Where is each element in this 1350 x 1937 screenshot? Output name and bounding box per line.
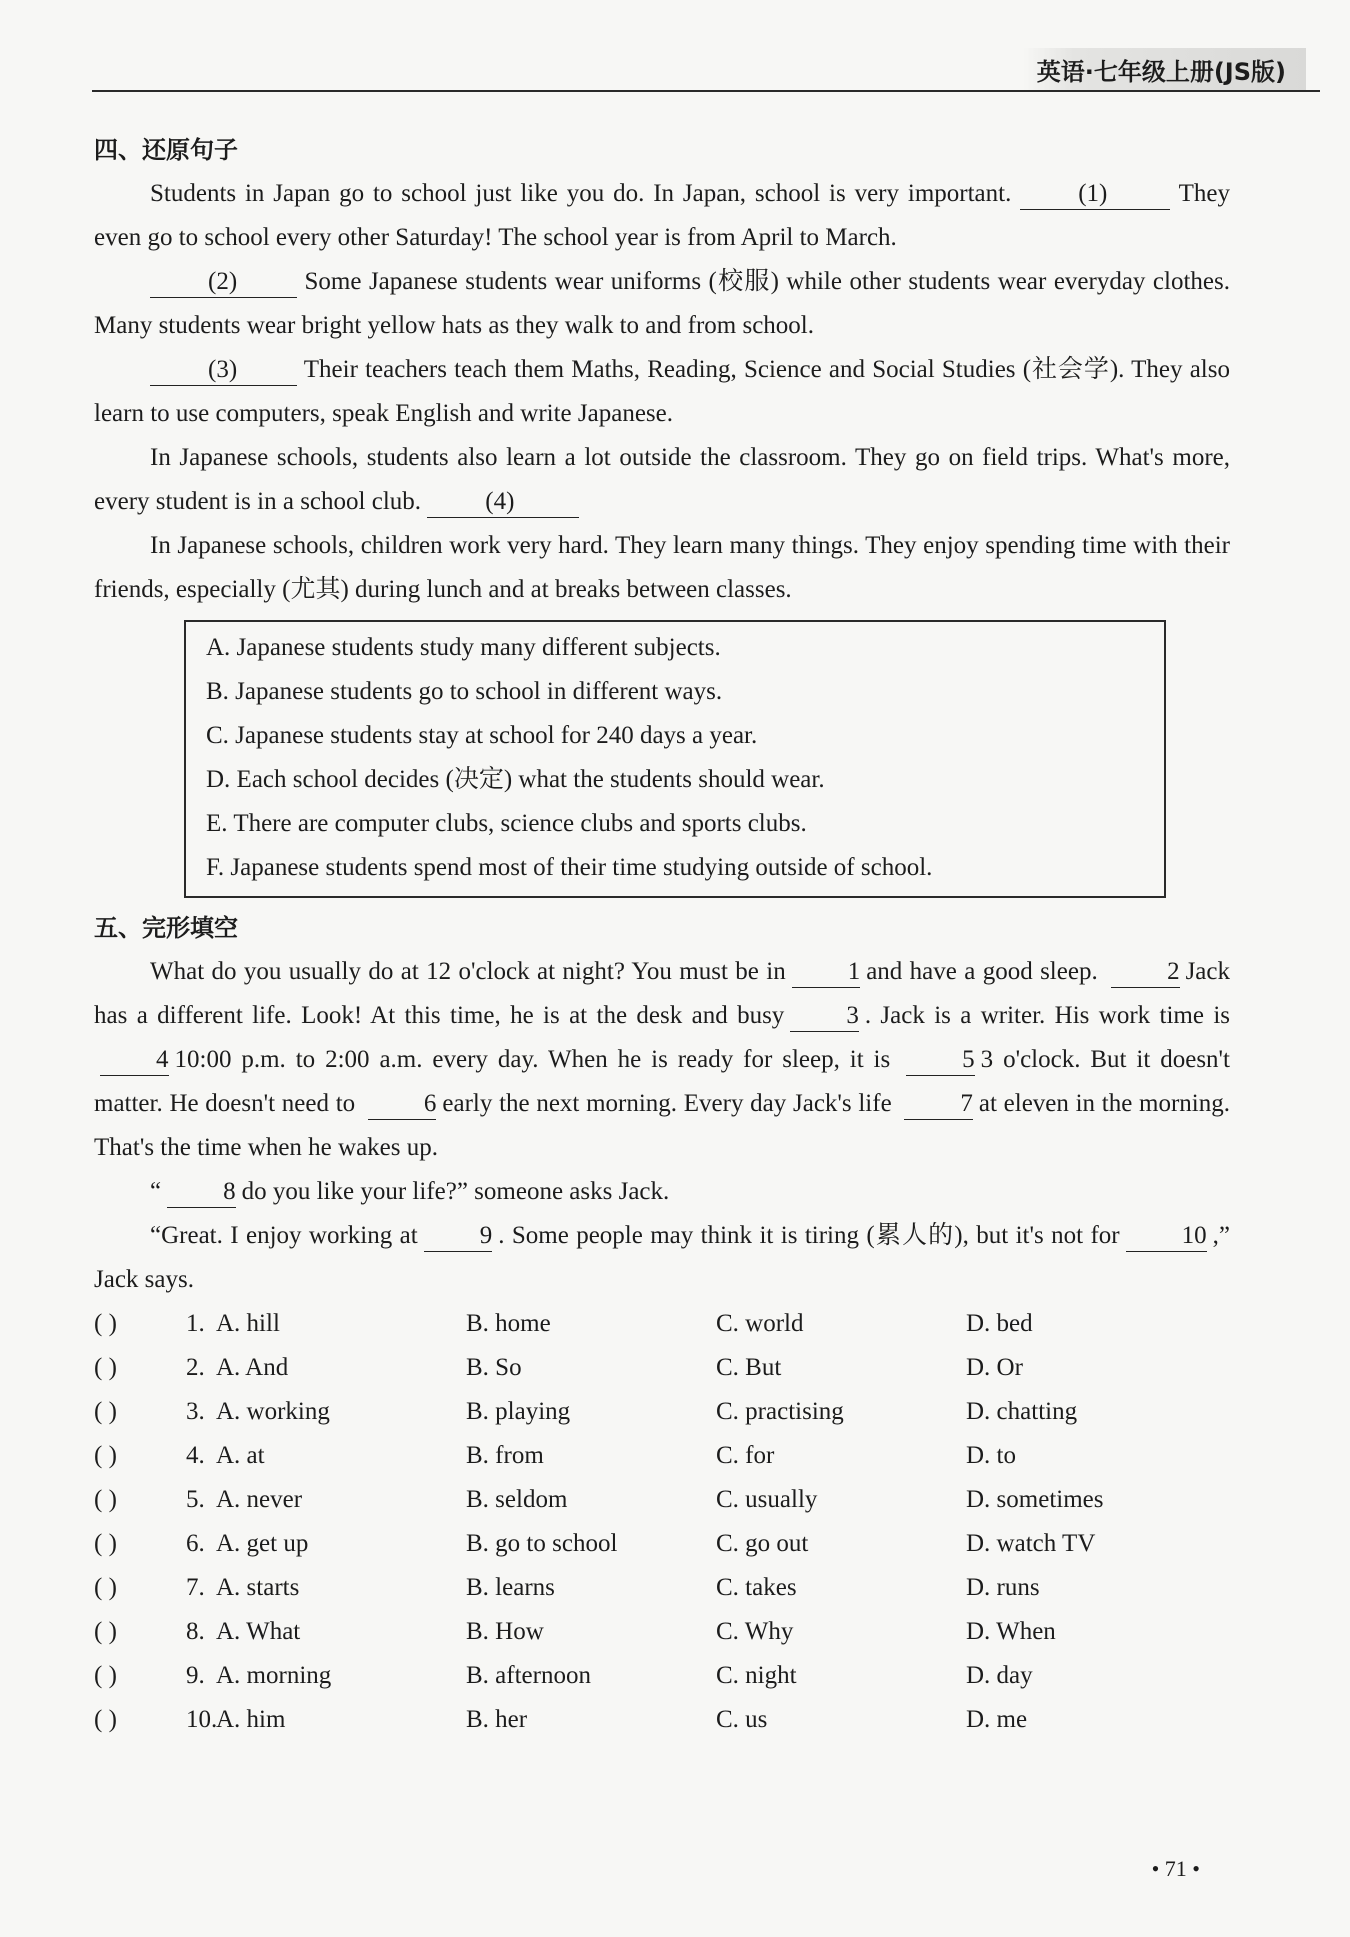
choice-c: C. go out (716, 1530, 809, 1557)
question-row: ( ) 8. A. What B. How C. Why D. When (94, 1610, 1230, 1654)
blank-2[interactable]: (2) (150, 267, 297, 298)
s4-paragraph-2: (2) Some Japanese students wear uniforms (校服) while other students wear everyday clothes. Many students wear bright yellow hats as they walk to and from school. (94, 268, 1230, 339)
options-box (184, 620, 1166, 898)
choice-a: A. What (216, 1618, 301, 1645)
cloze-blank-8[interactable]: 8 (167, 1177, 236, 1208)
cloze-blank-10[interactable]: 10 (1126, 1221, 1207, 1252)
s4-paragraph-1: Students in Japan go to school just like you do. In Japan, school is very important. (1) They even go to school every other Saturday! The school year is from April to March. (94, 180, 1230, 251)
choice-d: D. chatting (966, 1398, 1078, 1425)
choice-a: A. morning (216, 1662, 332, 1689)
choice-c: C. us (716, 1706, 768, 1733)
choice-c: C. takes (716, 1574, 797, 1601)
cloze-blank-4[interactable]: 4 (100, 1045, 169, 1076)
choice-a: A. And (216, 1354, 289, 1381)
question-row: ( ) 7. A. starts B. learns C. takes D. runs (94, 1566, 1230, 1610)
answer-paren[interactable]: ( ) (94, 1530, 117, 1557)
choice-d: D. runs (966, 1574, 1040, 1601)
choice-a: A. never (216, 1486, 303, 1513)
choice-a: A. hill (216, 1310, 280, 1337)
question-row: ( ) 10. A. him B. her C. us D. me (94, 1698, 1230, 1742)
option-e: E. There are computer clubs, science clubs and sports clubs. (206, 810, 807, 837)
s5-paragraph-2: “ 8 do you like your life?” someone asks Jack. (94, 1170, 1230, 1214)
answer-paren[interactable]: ( ) (94, 1662, 117, 1689)
choice-d: D. day (966, 1662, 1033, 1689)
question-row: ( ) 6. A. get up B. go to school C. go out D. watch TV (94, 1522, 1230, 1566)
choice-c: C. But (716, 1354, 782, 1381)
choice-b: B. home (466, 1310, 551, 1337)
choice-b: B. How (466, 1618, 544, 1645)
cloze-blank-5[interactable]: 5 (906, 1045, 975, 1076)
choice-b: B. go to school (466, 1530, 618, 1557)
s5-paragraph-1: What do you usually do at 12 o'clock at night? You must be in 1 and have a good sleep. 2 Jack has a different life. Look! At this time, he is at the desk and busy 3 . Jack is a writer. His work time is 4 10:00 p.m. to 2:00 a.m. every day. When he is ready for sleep, it is 5 3 o'clock. But it doesn't matter. He doesn't need to 6 early the next morning. Every day Jack's life 7 at eleven in the morning. That's the time when he wakes up. (94, 958, 1231, 1161)
answer-paren[interactable]: ( ) (94, 1486, 117, 1513)
cloze-blank-7[interactable]: 7 (904, 1089, 973, 1120)
choice-a: A. starts (216, 1574, 300, 1601)
choice-d: D. sometimes (966, 1486, 1104, 1513)
page-number: • 71 • (1151, 1856, 1200, 1881)
worksheet-content (94, 128, 1230, 1742)
question-row: ( ) 9. A. morning B. afternoon C. night D. day (94, 1654, 1230, 1698)
choice-d: D. bed (966, 1310, 1033, 1337)
answer-paren[interactable]: ( ) (94, 1618, 117, 1645)
answer-paren[interactable]: ( ) (94, 1442, 117, 1469)
choice-d: D. watch TV (966, 1530, 1096, 1557)
option-a: A. Japanese students study many different subjects. (206, 634, 721, 661)
answer-paren[interactable]: ( ) (94, 1310, 117, 1337)
answer-paren[interactable]: ( ) (94, 1354, 117, 1381)
choice-b: B. afternoon (466, 1662, 591, 1689)
choice-c: C. world (716, 1310, 804, 1337)
section-5-title: 五、完形填空 (94, 914, 238, 942)
choice-c: C. night (716, 1662, 797, 1689)
cloze-blank-2[interactable]: 2 (1111, 957, 1180, 988)
answer-paren[interactable]: ( ) (94, 1398, 117, 1425)
choice-b: B. from (466, 1442, 544, 1469)
choice-a: A. at (216, 1442, 265, 1469)
blank-1[interactable]: (1) (1020, 179, 1170, 210)
question-row: ( ) 2. A. And B. So C. But D. Or (94, 1346, 1230, 1390)
option-c: C. Japanese students stay at school for 240 days a year. (206, 722, 758, 749)
s5-paragraph-3: “Great. I enjoy working at 9 . Some people may think it is tiring (累人的), but it's not for 10 ,” Jack says. (94, 1222, 1230, 1293)
choice-b: B. playing (466, 1398, 571, 1425)
question-row: ( ) 5. A. never B. seldom C. usually D. sometimes (94, 1478, 1230, 1522)
answer-paren[interactable]: ( ) (94, 1574, 117, 1601)
question-row: ( ) 3. A. working B. playing C. practising D. chatting (94, 1390, 1230, 1434)
blank-4[interactable]: (4) (427, 487, 579, 518)
cloze-blank-9[interactable]: 9 (424, 1221, 493, 1252)
choice-b: B. So (466, 1354, 522, 1381)
choice-d: D. to (966, 1442, 1016, 1469)
option-b: B. Japanese students go to school in different ways. (206, 678, 723, 705)
question-row: ( ) 1. A. hill B. home C. world D. bed (94, 1302, 1230, 1346)
choice-d: D. When (966, 1618, 1056, 1645)
section-4-title: 四、还原句子 (94, 136, 238, 164)
choice-d: D. me (966, 1706, 1028, 1733)
choice-a: A. get up (216, 1530, 309, 1557)
choice-c: C. Why (716, 1618, 794, 1645)
s4-paragraph-3: (3) Their teachers teach them Maths, Reading, Science and Social Studies (社会学). They also learn to use computers, speak English and write Japanese. (94, 356, 1230, 427)
question-row: ( ) 4. A. at B. from C. for D. to (94, 1434, 1230, 1478)
header-rule (92, 90, 1320, 92)
cloze-blank-6[interactable]: 6 (368, 1089, 437, 1120)
choice-a: A. him (216, 1706, 286, 1733)
answer-paren[interactable]: ( ) (94, 1706, 117, 1733)
choice-b: B. seldom (466, 1486, 568, 1513)
blank-3[interactable]: (3) (150, 355, 297, 386)
choice-c: C. for (716, 1442, 775, 1469)
choice-a: A. working (216, 1398, 330, 1425)
choice-b: B. learns (466, 1574, 555, 1601)
question-list (94, 1302, 1230, 1742)
choice-d: D. Or (966, 1354, 1023, 1381)
choice-c: C. practising (716, 1398, 844, 1425)
option-d: D. Each school decides (决定) what the students should wear. (206, 766, 825, 793)
option-f: F. Japanese students spend most of their time studying outside of school. (206, 854, 933, 881)
choice-c: C. usually (716, 1486, 818, 1513)
s4-paragraph-5: In Japanese schools, children work very hard. They learn many things. They enjoy spending time with their friends, especially (尤其) during lunch and at breaks between classes. (94, 532, 1230, 603)
s4-paragraph-4: In Japanese schools, students also learn a lot outside the classroom. They go on field trips. What's more, every student is in a school club. (4) (94, 436, 1230, 524)
cloze-blank-1[interactable]: 1 (792, 957, 861, 988)
cloze-blank-3[interactable]: 3 (790, 1001, 859, 1032)
header-title: 英语·七年级上册(JS版) (1023, 48, 1306, 91)
choice-b: B. her (466, 1706, 528, 1733)
